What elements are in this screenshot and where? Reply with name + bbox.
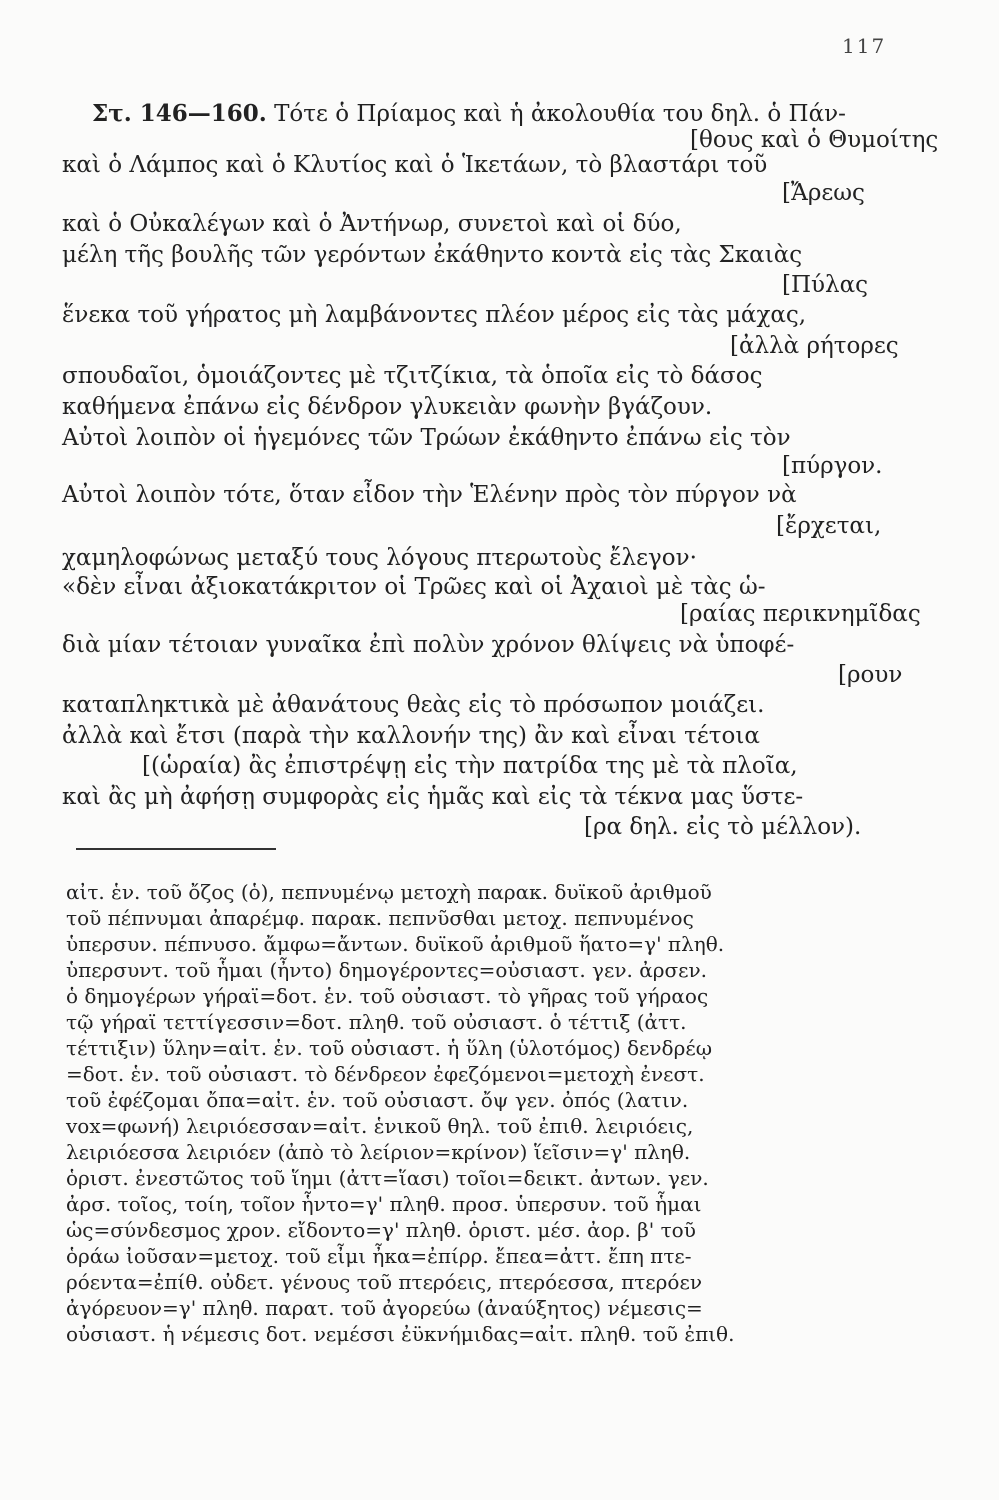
verse-line-15: [ἔρχεται,	[776, 513, 882, 539]
verse-line-16: χαμηλοφώνως μεταξύ τους λόγους πτερωτοὺς ἔλεγον·	[62, 545, 697, 571]
note-line-10: vox=φωνή) λειριόεσσαν=αἰτ. ἑνικοῦ θηλ. τοῦ ἐπιθ. λειριόεις,	[66, 1114, 694, 1138]
note-line-16: ρόεντα=ἐπίθ. οὐδετ. γένους τοῦ πτερόεις, πτερόεσσα, πτερόεν	[66, 1270, 702, 1294]
note-line-6: τῷ γήραϊ τεττίγεσσιν=δοτ. πληθ. τοῦ οὐσιαστ. ὁ τέττιξ (ἀττ.	[66, 1010, 687, 1034]
note-line-12: ὁριστ. ἐνεστῶτος τοῦ ἵημι (ἀττ=ἵασι) τοῖοι=δεικτ. ἀντων. γεν.	[66, 1166, 709, 1190]
footnote-divider	[76, 848, 276, 850]
verse-line-3: καὶ ὁ Λάμπος καὶ ὁ Κλυτίος καὶ ὁ Ἱκετάων, τὸ βλαστάρι τοῦ	[62, 152, 768, 178]
note-line-3: ὑπερσυν. πέπνυσο. ἄμφω=ἄντων. δυϊκοῦ ἀριθμοῦ ἥατο=γ' πληθ.	[66, 932, 725, 956]
note-line-18: οὐσιαστ. ἡ νέμεσις δοτ. νεμέσσι ἐϋκνήμιδας=αἰτ. πληθ. τοῦ ἐπιθ.	[66, 1322, 735, 1346]
verse-line-2: [θους καὶ ὁ Θυμοίτης	[690, 127, 939, 153]
note-line-9: τοῦ ἐφέζομαι ὄπα=αἰτ. ἑν. τοῦ οὐσιαστ. ὄψ γεν. ὀπός (λατιν.	[66, 1088, 689, 1112]
note-line-13: ἀρσ. τοῖος, τοίη, τοῖον ἧντο=γ' πληθ. προσ. ὑπερσυν. τοῦ ἧμαι	[66, 1192, 702, 1216]
note-line-11: λειριόεσσα λειριόεν (ἀπὸ τὸ λείριον=κρίνον) ἵεῖσιν=γ' πληθ.	[66, 1140, 691, 1164]
verse-range-label: Στ. 146—160.	[92, 100, 267, 127]
verse-line-19: διὰ μίαν τέτοιαν γυναῖκα ἐπὶ πολὺν χρόνον θλίψεις νὰ ὑποφέ-	[62, 632, 795, 658]
note-line-8: =δοτ. ἑν. τοῦ οὐσιαστ. τὸ δένδρεον ἐφεζόμενοι=μετοχὴ ἐνεστ.	[66, 1062, 705, 1086]
verse-line-18: [ραίας περικνημῖδας	[680, 601, 921, 627]
verse-line-17: «δὲν εἶναι ἀξιοκατάκριτον οἱ Τρῶες καὶ οἱ Ἀχαιοὶ μὲ τὰς ὡ-	[62, 574, 766, 600]
verse-line-12: Αὐτοὶ λοιπὸν οἱ ἡγεμόνες τῶν Τρώων ἐκάθηντο ἐπάνω εἰς τὸν	[62, 425, 791, 451]
verse-line-13: [πύργον.	[782, 453, 883, 479]
verse-line-23: [(ὡραία) ἂς ἐπιστρέψῃ εἰς τὴν πατρίδα της μὲ τὰ πλοῖα,	[142, 753, 798, 779]
verse-line-6: μέλη τῆς βουλῆς τῶν γερόντων ἐκάθηντο κοντὰ εἰς τὰς Σκαιὰς	[62, 242, 803, 268]
verse-line-24: καὶ ἂς μὴ ἀφήσῃ συμφορὰς εἰς ἡμᾶς καὶ εἰς τὰ τέκνα μας ὕστε-	[62, 784, 804, 810]
verse-line-22: ἀλλὰ καὶ ἔτσι (παρὰ τὴν καλλονήν της) ἂν καὶ εἶναι τέτοια	[62, 723, 760, 749]
note-line-7: τέττιξιν) ὕλην=αἰτ. ἑν. τοῦ οὐσιαστ. ἡ ὕλη (ὑλοτόμος) δενδρέῳ	[66, 1036, 713, 1060]
verse-line-25: [ρα δηλ. εἰς τὸ μέλλον).	[584, 814, 862, 840]
verse-line-14: Αὐτοὶ λοιπὸν τότε, ὅταν εἶδον τὴν Ἑλένην πρὸς τὸν πύργον νὰ	[62, 482, 797, 508]
verse-line-10: σπουδαῖοι, ὁμοιάζοντες μὲ τζιτζίκια, τὰ ὁποῖα εἰς τὸ δάσος	[62, 363, 763, 389]
verse-line-4: [Ἄρεως	[782, 180, 865, 206]
note-line-4: ὑπερσυντ. τοῦ ἧμαι (ἦντο) δημογέροντες=οὐσιαστ. γεν. ἀρσεν.	[66, 958, 708, 982]
verse-line-20: [ρουν	[838, 662, 903, 688]
note-line-14: ὡς=σύνδεσμος χρον. εἴδοντο=γ' πληθ. ὁριστ. μέσ. ἀορ. β' τοῦ	[66, 1218, 696, 1242]
verse-line-21: καταπληκτικὰ μὲ ἀθανάτους θεὰς εἰς τὸ πρόσωπον μοιάζει.	[62, 692, 765, 718]
page-number: 117	[842, 34, 887, 58]
verse-line-11: καθήμενα ἐπάνω εἰς δένδρον γλυκειὰν φωνὴν βγάζουν.	[62, 394, 713, 420]
verse-line-5: καὶ ὁ Οὐκαλέγων καὶ ὁ Ἀντήνωρ, συνετοὶ καὶ οἱ δύο,	[62, 211, 682, 237]
verse-line-7: [Πύλας	[782, 272, 869, 298]
note-line-2: τοῦ πέπνυμαι ἀπαρέμφ. παρακ. πεπνῦσθαι μετοχ. πεπνυμένος	[66, 906, 694, 930]
verse-line-1: Στ. 146—160. Τότε ὁ Πρίαμος καὶ ἡ ἀκολουθία του δηλ. ὁ Πάν-	[92, 100, 846, 127]
verse-line-8: ἕνεκα τοῦ γήρατος μὴ λαμβάνοντες πλέον μέρος εἰς τὰς μάχας,	[62, 302, 807, 328]
note-line-5: ὁ δημογέρων γήραϊ=δοτ. ἑν. τοῦ οὐσιαστ. τὸ γῆρας τοῦ γήραος	[66, 984, 709, 1008]
verse-line-9: [ἀλλὰ ρήτορες	[730, 333, 899, 359]
note-line-15: ὁράω ἰοῦσαν=μετοχ. τοῦ εἶμι ἦκα=ἐπίρρ. ἔπεα=ἀττ. ἔπη πτε-	[66, 1244, 692, 1268]
note-line-17: ἀγόρευον=γ' πληθ. παρατ. τοῦ ἀγορεύω (ἀναύξητος) νέμεσις=	[66, 1296, 703, 1320]
note-line-1: αἰτ. ἑν. τοῦ ὄζος (ὁ), πεπνυμένῳ μετοχὴ παρακ. δυϊκοῦ ἀριθμοῦ	[66, 880, 712, 904]
